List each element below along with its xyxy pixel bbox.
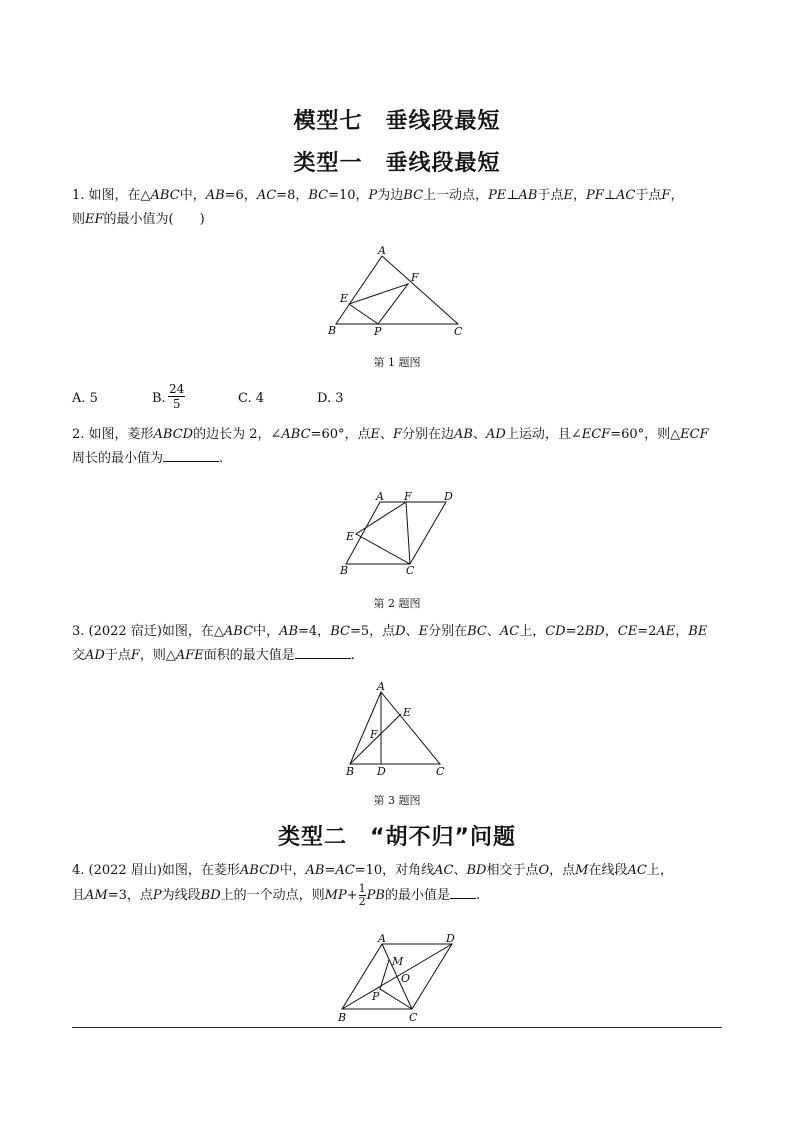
figure-3 bbox=[340, 682, 460, 780]
fig1-label-f: F bbox=[411, 271, 419, 284]
fig3-label-e: E bbox=[403, 706, 412, 719]
fig4-label-b: B bbox=[338, 1011, 347, 1024]
fig4-label-d: D bbox=[446, 932, 455, 945]
fig2-label-e: E bbox=[346, 530, 355, 543]
section-heading-type2: 类型二 “胡不归”问题 bbox=[278, 825, 516, 850]
question-2: 2. 如图，菱形ABCD的边长为 2，∠ABC=60°，点E、F分别在边AB、AD上运动，且∠ECF=60°，则△ECF 周长的最小值为 . bbox=[72, 427, 709, 466]
option-a: A. 5 bbox=[72, 391, 98, 406]
fig4-label-o: O bbox=[401, 972, 411, 985]
option-b-label: B. bbox=[152, 391, 166, 406]
figure-2-caption: 第 2 题图 bbox=[373, 597, 421, 610]
fig3-label-d: D bbox=[377, 765, 386, 778]
figure-4 bbox=[334, 934, 464, 1026]
q2-answer-blank[interactable] bbox=[163, 447, 219, 462]
fig3-label-b: B bbox=[346, 765, 355, 778]
fig1-label-a: A bbox=[378, 244, 386, 257]
fig2-label-b: B bbox=[340, 564, 349, 577]
q1-options bbox=[72, 382, 672, 419]
page-title: 模型七 垂线段最短 bbox=[293, 109, 501, 134]
footer-rule bbox=[72, 1027, 722, 1028]
q3-answer-blank[interactable] bbox=[295, 644, 351, 659]
q4-fraction-half: $\frac{1}{2}$ bbox=[358, 882, 366, 908]
figure-3-caption: 第 3 题图 bbox=[373, 794, 421, 807]
fig3-label-a: A bbox=[377, 680, 385, 693]
fig4-label-m: M bbox=[392, 955, 404, 968]
question-3: 3. (2022 宿迁)如图，在△ABC中，AB=4，BC=5，点D、E分别在BC、AC上，CD=2BD，CE=2AE，BE 交AD于点F，则△AFE面积的最大值是 . bbox=[72, 624, 708, 663]
question-4: 4. (2022 眉山)如图，在菱形ABCD中，AB=AC=10，对角线AC、BD相交于点O，点M在线段AC上， 且AM=3，点P为线段BD上的一个动点，则MP+ $\frac{1}{2}$ PB的最小值是 . bbox=[72, 863, 673, 908]
figure-1 bbox=[320, 244, 480, 344]
fig2-label-f: F bbox=[404, 490, 412, 503]
fig4-label-a: A bbox=[378, 932, 386, 945]
fig2-label-a: A bbox=[376, 490, 384, 503]
option-b-fraction: $\frac{24}{5}$ bbox=[169, 382, 185, 411]
option-c: C. 4 bbox=[238, 391, 265, 406]
fig4-label-c: C bbox=[409, 1011, 418, 1024]
fig3-label-f: F bbox=[370, 728, 378, 741]
fig1-label-e: E bbox=[340, 292, 349, 305]
figure-2 bbox=[336, 488, 466, 580]
fig3-label-c: C bbox=[436, 765, 445, 778]
section-heading-type1: 类型一 垂线段最短 bbox=[293, 151, 501, 176]
fig2-label-d: D bbox=[444, 490, 453, 503]
fig1-label-c: C bbox=[454, 325, 463, 338]
fig1-label-b: B bbox=[328, 324, 337, 337]
q4-answer-blank[interactable] bbox=[450, 884, 476, 899]
figure-1-caption: 第 1 题图 bbox=[373, 356, 421, 369]
option-d: D. 3 bbox=[317, 391, 344, 406]
fig4-label-p: P bbox=[372, 990, 380, 1003]
fig2-label-c: C bbox=[406, 564, 415, 577]
question-1: 1. 如图，在△ABC中，AB=6，AC=8，BC=10，P为边BC上一动点，PE⊥AB于点E，PF⊥AC于点F， 则EF的最小值为( ) bbox=[72, 188, 684, 227]
fig1-label-p: P bbox=[374, 325, 382, 338]
